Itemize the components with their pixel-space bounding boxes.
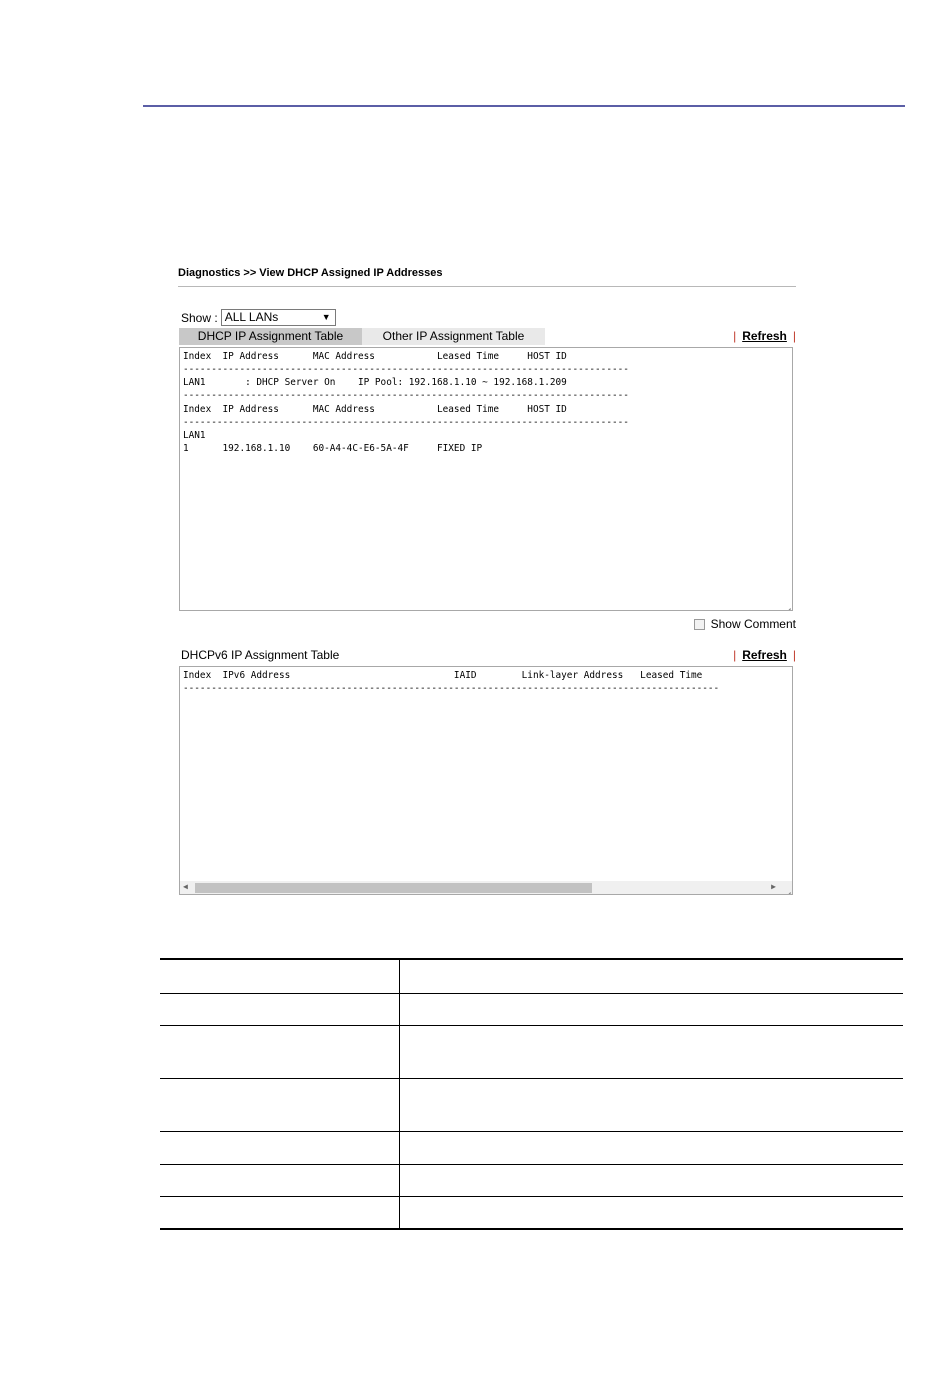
refresh-control-dhcpv6 — [727, 648, 796, 662]
tab-dhcp-ip-assignment[interactable]: DHCP IP Assignment Table — [179, 328, 362, 345]
dropdown-arrow-icon: ▼ — [321, 312, 331, 322]
table-row: 1 192.168.1.10 60-A4-4C-E6-5A-4F FIXED IP — [183, 443, 483, 454]
lan-pool-line: LAN1 : DHCP Server On IP Pool: 192.168.1.10 ~ 192.168.1.209 — [183, 377, 567, 388]
lan-select[interactable] — [221, 309, 336, 326]
divider-line: ----------------------------------------------------------------------------------------------- — [183, 683, 720, 694]
horizontal-scrollbar[interactable] — [180, 881, 792, 894]
dhcpv6-assignment-textarea[interactable] — [179, 666, 793, 895]
dhcp-assignment-textarea[interactable] — [179, 347, 793, 611]
table-header-line: Index IPv6 Address IAID Link-layer Address Leased Time — [183, 670, 703, 681]
table-header-line: Index IP Address MAC Address Leased Time HOST ID — [183, 404, 567, 415]
header-rule — [143, 105, 905, 107]
lan-select-value: ALL LANs — [224, 310, 279, 324]
table-row — [160, 1164, 903, 1196]
divider-line: ------------------------------------------------------------------------------- — [183, 390, 629, 401]
refresh-control-dhcp — [727, 329, 796, 343]
table-row — [160, 959, 903, 993]
refresh-link[interactable]: Refresh — [742, 329, 787, 343]
separator-bar: | — [733, 648, 737, 662]
tab-other-ip-assignment[interactable]: Other IP Assignment Table — [362, 328, 545, 345]
page-title: Diagnostics >> View DHCP Assigned IP Addresses — [178, 267, 443, 279]
scroll-left-icon[interactable]: ◀ — [183, 882, 188, 891]
scrollbar-thumb[interactable] — [195, 883, 592, 893]
description-table — [160, 958, 903, 1230]
table-row — [160, 1025, 903, 1078]
show-label: Show : — [181, 310, 218, 325]
resize-grip-icon[interactable] — [783, 601, 791, 609]
separator-bar: | — [792, 329, 796, 343]
table-row — [160, 993, 903, 1025]
refresh-link-v6[interactable]: Refresh — [742, 648, 787, 662]
separator-bar: | — [792, 648, 796, 662]
table-row — [160, 1196, 903, 1229]
lan-name-line: LAN1 — [183, 430, 206, 441]
show-comment-option — [694, 617, 796, 631]
title-divider — [178, 286, 796, 287]
table-header-line: Index IP Address MAC Address Leased Time HOST ID — [183, 351, 567, 362]
table-row — [160, 1131, 903, 1164]
scroll-right-icon[interactable]: ▶ — [771, 882, 776, 891]
show-comment-label: Show Comment — [710, 617, 796, 631]
table-row — [160, 1078, 903, 1131]
dhcpv6-section-title: DHCPv6 IP Assignment Table — [181, 648, 340, 662]
show-comment-checkbox[interactable] — [694, 619, 705, 630]
show-filter — [181, 309, 336, 326]
assignment-tabs — [179, 328, 545, 345]
divider-line: ------------------------------------------------------------------------------- — [183, 417, 629, 428]
separator-bar: | — [733, 329, 737, 343]
resize-grip-icon[interactable] — [783, 885, 791, 893]
divider-line: ------------------------------------------------------------------------------- — [183, 364, 629, 375]
